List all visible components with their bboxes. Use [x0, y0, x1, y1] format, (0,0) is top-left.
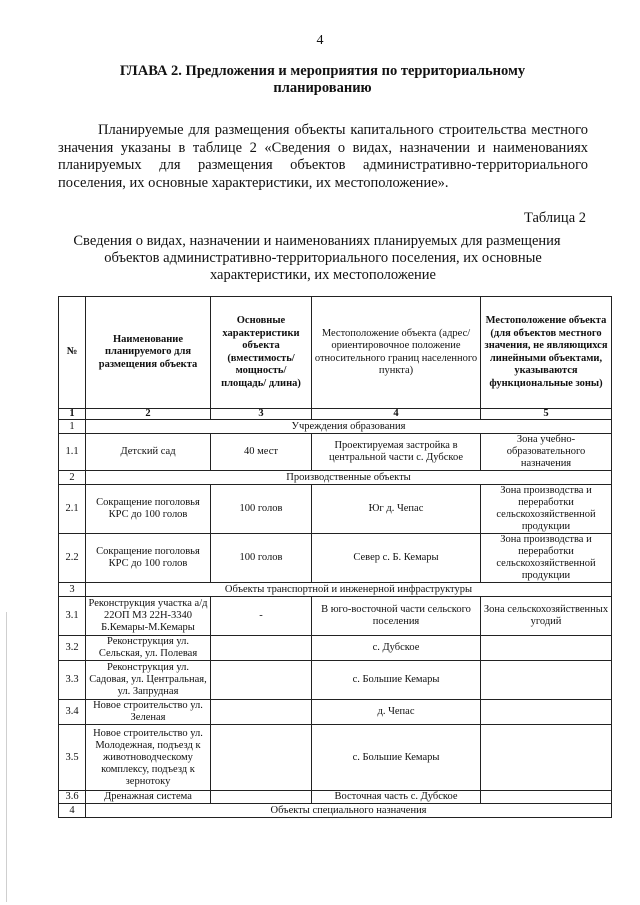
column-index: 5	[481, 409, 612, 420]
section-number: 1	[59, 420, 86, 434]
column-index: 1	[59, 409, 86, 420]
section-title: Производственные объекты	[86, 471, 612, 485]
header-object-name: Наименование планируемого для размещения объекта	[86, 297, 211, 409]
object-location: Юг д. Чепас	[312, 485, 481, 534]
table-body	[59, 420, 612, 818]
table-row	[59, 485, 612, 534]
row-number: 3.4	[59, 700, 86, 725]
table-header-row	[59, 297, 612, 409]
object-name: Реконструкция ул. Сельская, ул. Полевая	[86, 636, 211, 661]
table-label: Таблица 2	[523, 210, 586, 226]
table-row	[59, 791, 612, 804]
object-name: Детский сад	[86, 434, 211, 471]
intro-paragraph: Планируемые для размещения объекты капитального строительства местного значения указаны в таблице 2 «Сведения о видах, назначении и наименованиях планируемых для размещения объектов административно-территориального поселения, их основные характеристики, их местоположение».	[58, 122, 588, 191]
object-name: Реконструкция участка а/д 22ОП МЗ 22Н-3340 Б.Кемары-М.Кемары	[86, 597, 211, 636]
section-row	[59, 804, 612, 818]
table-row	[59, 700, 612, 725]
row-number: 3.2	[59, 636, 86, 661]
header-location: Местоположение объекта (адрес/ориентировочное положение относительного границ населенного пункта)	[312, 297, 481, 409]
functional-zone: Зона сельскохозяйственных угодий	[481, 597, 612, 636]
row-number: 3.3	[59, 661, 86, 700]
object-characteristics	[211, 700, 312, 725]
table-row	[59, 597, 612, 636]
object-characteristics: 100 голов	[211, 534, 312, 583]
object-name: Сокращение поголовья КРС до 100 голов	[86, 485, 211, 534]
object-name: Новое строительство ул. Молодежная, подъезд к животноводческому комплексу, подъезд к зернотоку	[86, 725, 211, 791]
header-characteristics: Основные характеристики объекта (вместимость/ мощность/ площадь/ длина)	[211, 297, 312, 409]
row-number: 3.5	[59, 725, 86, 791]
section-number: 4	[59, 804, 86, 818]
section-row	[59, 471, 612, 485]
page-number: 4	[316, 33, 324, 48]
section-row	[59, 420, 612, 434]
header-number: №	[59, 297, 86, 409]
functional-zone	[481, 661, 612, 700]
section-title: Объекты транспортной и инженерной инфраструктуры	[86, 583, 612, 597]
functional-zone	[481, 725, 612, 791]
object-characteristics	[211, 661, 312, 700]
chapter-title: ГЛАВА 2. Предложения и мероприятия по территориальному планированию	[119, 63, 526, 96]
object-location: В юго-восточной части сельского поселения	[312, 597, 481, 636]
table-caption: Сведения о видах, назначении и наименованиях планируемых для размещения объектов административно-территориального поселения, их основные характеристики, их местоположение	[73, 233, 561, 283]
object-characteristics: -	[211, 597, 312, 636]
object-characteristics: 100 голов	[211, 485, 312, 534]
row-number: 1.1	[59, 434, 86, 471]
object-location: д. Чепас	[312, 700, 481, 725]
functional-zone: Зона производства и переработки сельскохозяйственной продукции	[481, 534, 612, 583]
section-title: Объекты специального назначения	[86, 804, 612, 818]
column-index: 3	[211, 409, 312, 420]
object-location: с. Большие Кемары	[312, 661, 481, 700]
object-characteristics	[211, 725, 312, 791]
object-location: Север с. Б. Кемары	[312, 534, 481, 583]
object-characteristics	[211, 791, 312, 804]
section-row	[59, 583, 612, 597]
table-row	[59, 661, 612, 700]
scan-edge-line	[6, 612, 7, 902]
object-location: с. Дубское	[312, 636, 481, 661]
object-location: Восточная часть с. Дубское	[312, 791, 481, 804]
functional-zone	[481, 636, 612, 661]
object-name: Реконструкция ул. Садовая, ул. Центральная, ул. Запрудная	[86, 661, 211, 700]
object-characteristics	[211, 636, 312, 661]
column-index: 2	[86, 409, 211, 420]
section-number: 3	[59, 583, 86, 597]
table-row	[59, 434, 612, 471]
object-name: Сокращение поголовья КРС до 100 голов	[86, 534, 211, 583]
section-title: Учреждения образования	[86, 420, 612, 434]
row-number: 2.2	[59, 534, 86, 583]
column-index: 4	[312, 409, 481, 420]
table-row	[59, 534, 612, 583]
row-number: 3.1	[59, 597, 86, 636]
column-index-row	[59, 409, 612, 420]
object-location: Проектируемая застройка в центральной части с. Дубское	[312, 434, 481, 471]
functional-zone	[481, 700, 612, 725]
row-number: 2.1	[59, 485, 86, 534]
functional-zone: Зона производства и переработки сельскохозяйственной продукции	[481, 485, 612, 534]
functional-zone	[481, 791, 612, 804]
section-number: 2	[59, 471, 86, 485]
object-name: Дренажная система	[86, 791, 211, 804]
table-row	[59, 725, 612, 791]
object-characteristics: 40 мест	[211, 434, 312, 471]
functional-zone: Зона учебно-образовательного назначения	[481, 434, 612, 471]
header-functional-zone: Местоположение объекта (для объектов местного значения, не являющихся линейными объектами, указываются функциональные зоны)	[481, 297, 612, 409]
objects-table	[58, 296, 612, 818]
object-location: с. Большие Кемары	[312, 725, 481, 791]
row-number: 3.6	[59, 791, 86, 804]
object-name: Новое строительство ул. Зеленая	[86, 700, 211, 725]
table-row	[59, 636, 612, 661]
